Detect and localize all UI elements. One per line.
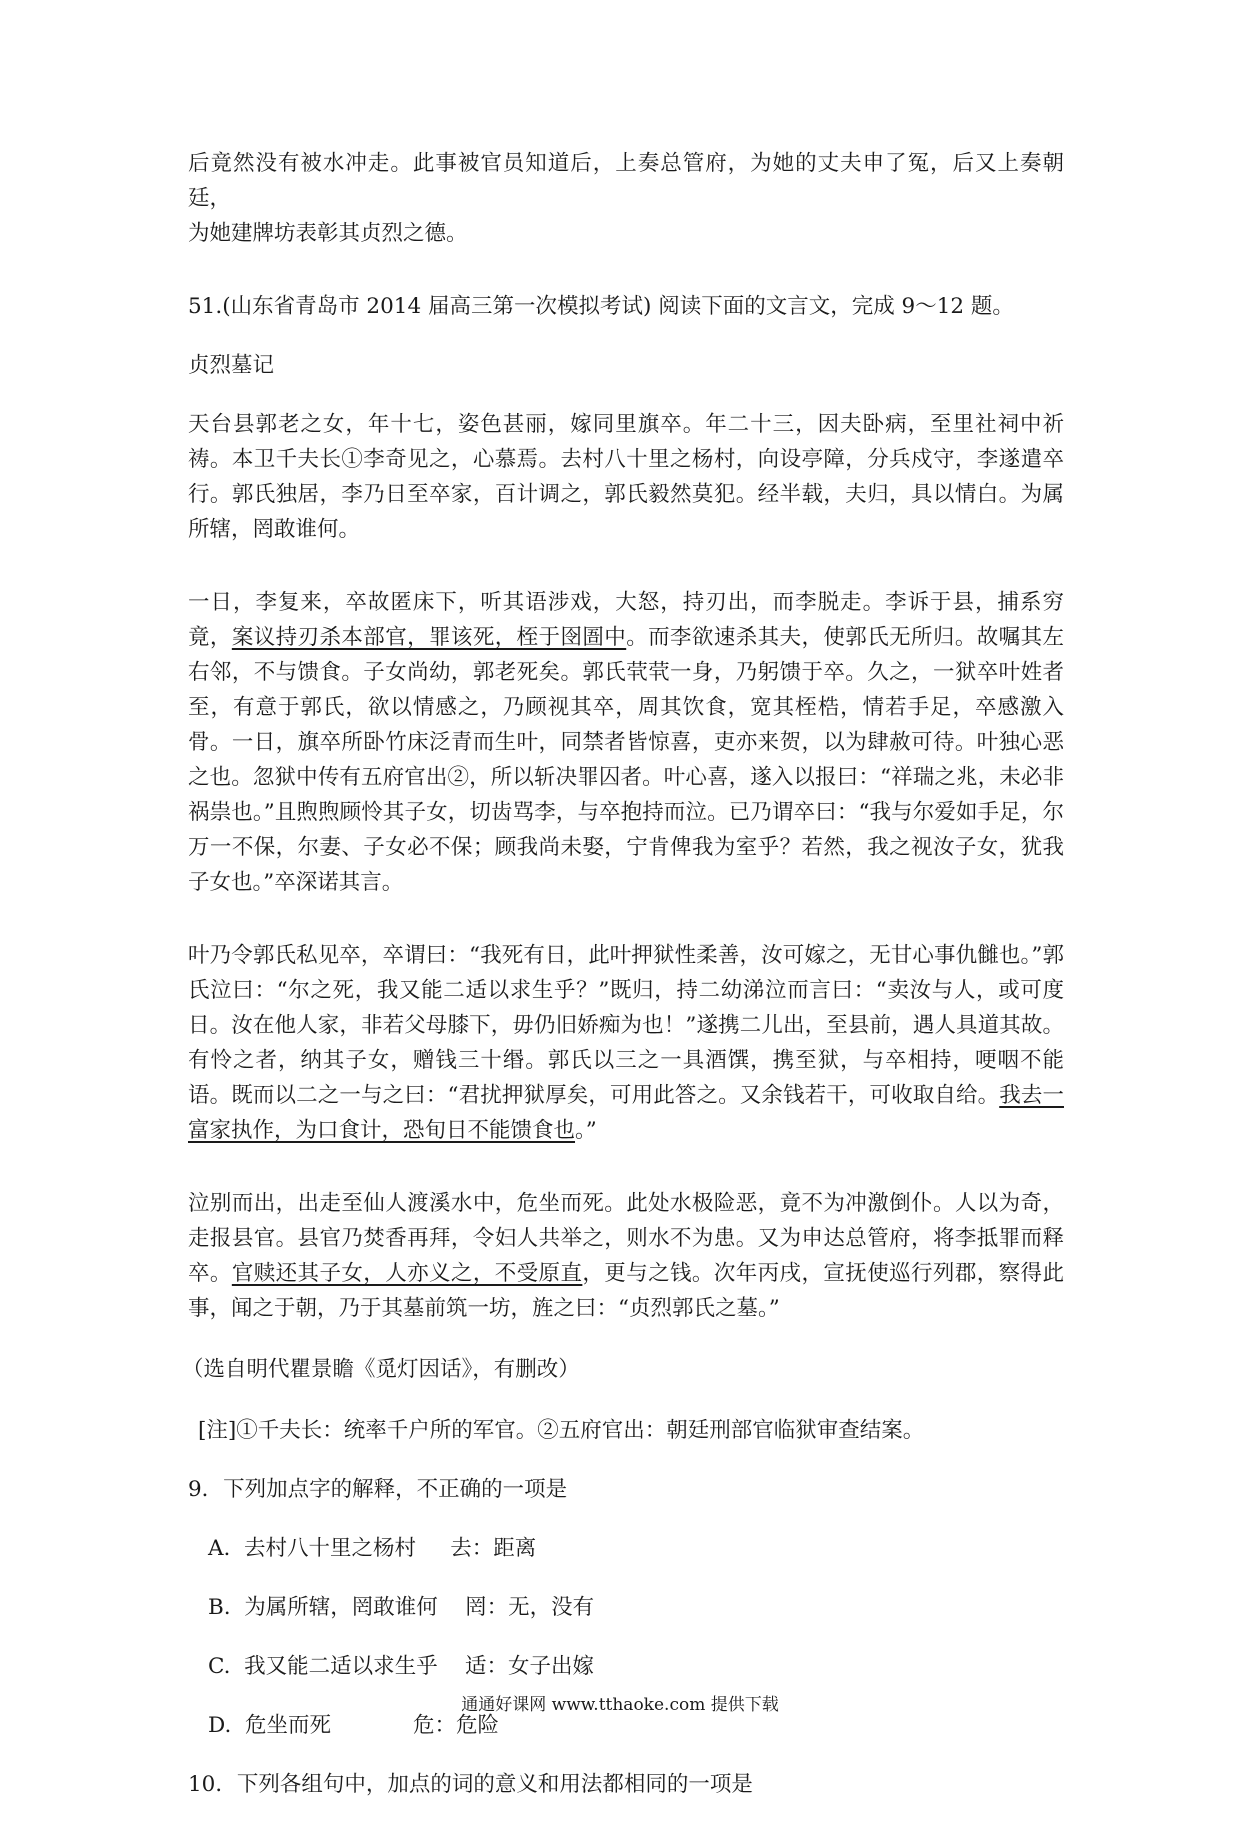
paragraph-4-text-a: 泣别而出，出走至仙人渡溪水中，危坐而死。此处水极险恶，竟不为冲激倒仆。人以为奇，走报县官。县官乃焚香再拜，令妇人共举之，则水不为患。又为申达总管府，将李抵罪而释卒。 — [188, 1191, 1064, 1286]
underlined-sentence-1: 案议持刃杀本部官，罪该死，桎于囹圄中 — [231, 625, 627, 650]
passage-paragraph-3 — [188, 938, 1064, 1148]
question-9-option-b: B. 为属所辖，罔敢谁何 罔：无，没有 — [208, 1595, 595, 1620]
paragraph-2-text-a: 一日，李复来，卒故匿床下，听其语涉戏，大怒，持刃出，而李脱走。李诉于县，捕系穷竟， — [188, 590, 1064, 650]
paragraph-3-text-a: 叶乃令郭氏私见卒，卒谓曰：“我死有日，此叶押狱性柔善，汝可嫁之，无甘心事仇雠也。”郭氏泣曰：“尔之死，我又能二适以求生乎？”既归，持二幼涕泣而言曰：“卖汝与人，或可度日。汝在他人家，非若父母膝下，毋仍旧娇痴为也！”遂携二儿出，至县前，遇人具道其故。有怜之者，纳其子女，赠钱三十缗。郭氏以三之一具酒馔，携至狱，与卒相持，哽咽不能语。既而以二之一与之曰：“君扰押狱厚矣，可用此答之。又余钱若干，可收取自给。 — [188, 943, 1064, 1108]
question-10-stem: 10．下列各组句中，加点的词的意义和用法都相同的一项是 — [188, 1772, 753, 1797]
top-paragraph-line-2: 为她建牌坊表彰其贞烈之德。 — [188, 221, 468, 246]
underlined-sentence-3: 官赎还其子女，人亦义之，不受原直 — [231, 1261, 583, 1286]
footnote: [注]①千夫长：统率千户所的军官。②五府官出：朝廷刑部官临狱审查结案。 — [198, 1418, 925, 1443]
top-paragraph-line-1: 后竟然没有被水冲走。此事被官员知道后，上奏总管府，为她的丈夫申了冤，后又上奏朝廷， — [188, 151, 1064, 211]
paragraph-2-text-b: 。而李欲速杀其夫，使郭氏无所归。故嘱其左右邻，不与馈食。子女尚幼，郭老死矣。郭氏茕茕一身，乃躬馈于卒。久之，一狱卒叶姓者至，有意于郭氏，欲以情感之，乃顾视其卒，周其饮食，宽其桎梏，情若手足，卒感激入骨。一日，旗卒所卧竹床泛青而生叶，同禁者皆惊喜，吏亦来贺，以为肆赦可待。叶独心恶之也。忽狱中传有五府官出②，所以斩决罪囚者。叶心喜，遂入以报曰：“祥瑞之兆，未必非祸祟也。”且煦煦顾怜其子女，切齿骂李，与卒抱持而泣。已乃谓卒曰：“我与尔爱如手足，尔万一不保，尔妻、子女必不保；顾我尚未娶，宁肯俾我为室乎？若然，我之视汝子女，犹我子女也。”卒深诺其言。 — [188, 625, 1064, 895]
source-citation: （选自明代瞿景瞻《觅灯因话》，有删改） — [182, 1357, 580, 1382]
page-content — [182, 146, 1064, 1826]
passage-paragraph-2 — [188, 585, 1064, 900]
question-9-option-a: A. 去村八十里之杨村 去：距离 — [208, 1536, 537, 1561]
question-9-option-c: C. 我又能二适以求生乎 适：女子出嫁 — [208, 1654, 595, 1679]
top-paragraph — [188, 146, 1064, 251]
passage-paragraph-1: 天台县郭老之女，年十七，姿色甚丽，嫁同里旗卒。年二十三，因夫卧病，至里社祠中祈祷。本卫千夫长①李奇见之，心慕焉。去村八十里之杨村，向设亭障，分兵戍守，李遂遣卒行。郭氏独居，李乃日至卒家，百计调之，郭氏毅然莫犯。经半载，夫归，具以情白。为属所辖，罔敢谁何。 — [188, 412, 1064, 542]
paragraph-4-text-b: ，更与之钱。次年丙戌，宣抚使巡行列郡，察得此事，闻之于朝，乃于其墓前筑一坊，旌之曰：“贞烈郭氏之墓。” — [188, 1261, 1064, 1321]
problem-intro: 51.(山东省青岛市 2014 届高三第一次模拟考试) 阅读下面的文言文，完成 9～12 题。 — [188, 294, 1014, 319]
page-footer: 通通好课网 www.tthaoke.com 提供下载 — [461, 1695, 779, 1715]
question-9-option-d: D. 危坐而死 危：危险 — [208, 1713, 499, 1738]
passage-paragraph-4 — [188, 1186, 1064, 1326]
paragraph-3-text-b: 。” — [575, 1118, 597, 1143]
question-9-stem: 9．下列加点字的解释，不正确的一项是 — [188, 1477, 568, 1502]
essay-title: 贞烈墓记 — [188, 353, 275, 378]
underlined-sentence-2: 我去一富家执作，为口食计，恐旬日不能馈食也 — [188, 1083, 1064, 1143]
